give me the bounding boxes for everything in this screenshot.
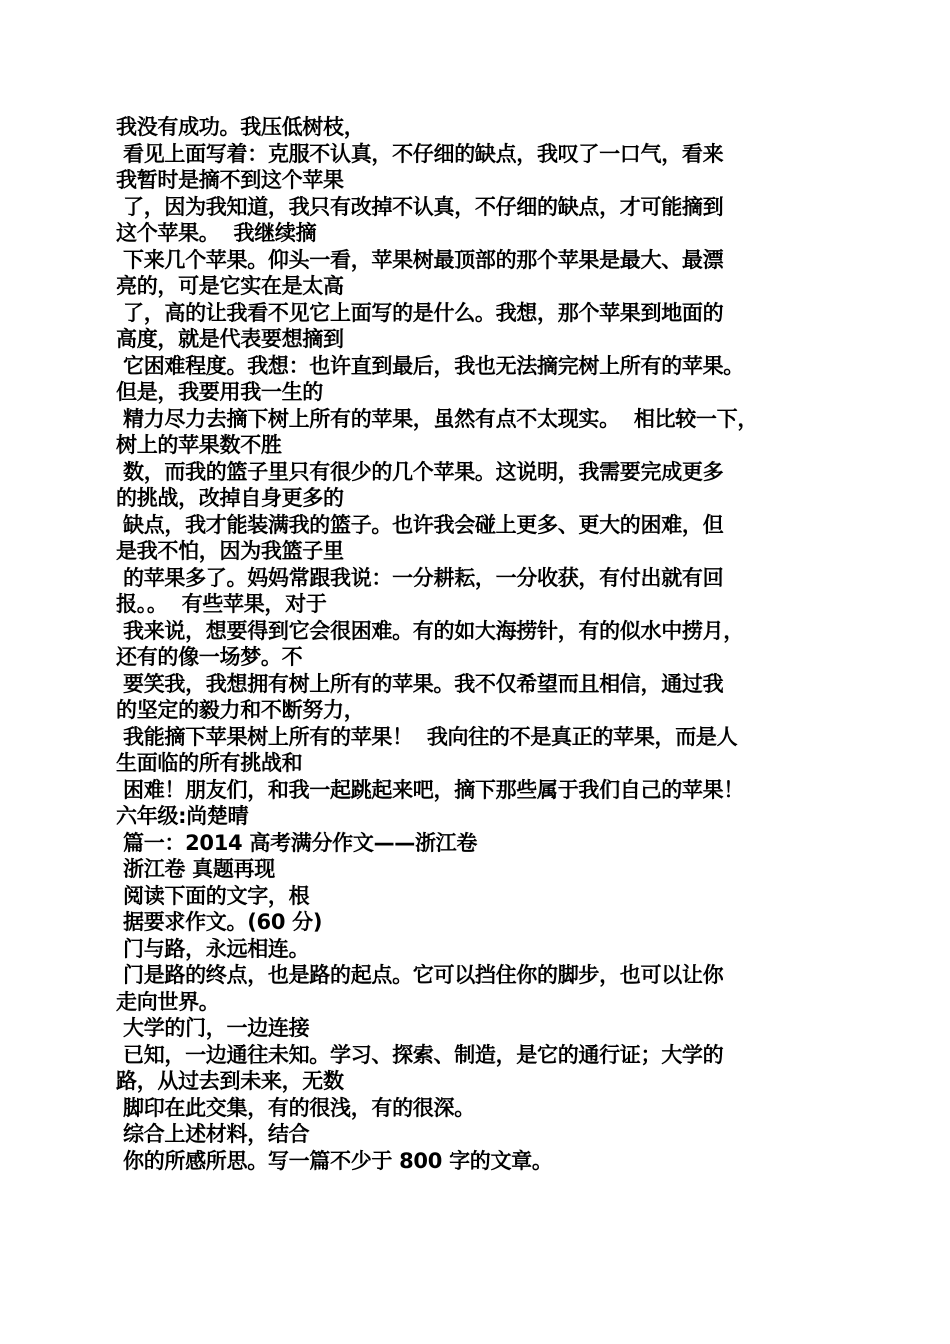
text-line: 报。。 有些苹果，对于 bbox=[116, 592, 327, 616]
text-line: 你的所感所思。写一篇不少于 800 字的文章。 bbox=[116, 1148, 553, 1173]
text-line: 走向世界。 bbox=[116, 989, 220, 1014]
text-line: 大学的门，一边连接 bbox=[116, 1016, 310, 1040]
text-line: 据要求作文。(60 分) bbox=[116, 910, 323, 934]
text-line: 路，从过去到未来，无数 bbox=[116, 1069, 344, 1093]
text-line: 我没有成功。我压低树枝， bbox=[116, 115, 365, 139]
text-line: 精力尽力去摘下树上所有的苹果，虽然有点不太现实。 相比较一下， bbox=[116, 406, 759, 431]
text-line: 亮的，可是它实在是太高 bbox=[116, 274, 344, 298]
text-line: 生面临的所有挑战和 bbox=[116, 751, 303, 775]
text-line: 综合上述材料，结合 bbox=[116, 1122, 310, 1146]
text-line: 下来几个苹果。仰头一看，苹果树最顶部的那个苹果是最大、最漂 bbox=[116, 247, 724, 272]
text-line: 是我不怕，因为我篮子里 bbox=[116, 539, 344, 563]
text-line: 但是，我要用我一生的 bbox=[116, 380, 323, 404]
text-line: 困难！朋友们，和我一起跳起来吧，摘下那些属于我们自己的苹果！ bbox=[116, 777, 745, 802]
text-line: 树上的苹果数不胜 bbox=[116, 433, 282, 457]
document-body bbox=[116, 114, 836, 1174]
text-line: 我能摘下苹果树上所有的苹果！ 我向往的不是真正的苹果，而是人 bbox=[116, 724, 738, 749]
text-line: 我暂时是摘不到这个苹果 bbox=[116, 168, 344, 192]
author-line: 六年级:尚楚晴 bbox=[116, 804, 249, 828]
text-line: 看见上面写着：克服不认真，不仔细的缺点，我叹了一口气，看来 bbox=[116, 141, 724, 166]
text-line: 门是路的终点，也是路的起点。它可以挡住你的脚步，也可以让你 bbox=[116, 963, 724, 987]
text-line: 门与路，永远相连。 bbox=[116, 936, 310, 961]
text-line: 脚印在此交集，有的很浅，有的很深。 bbox=[116, 1095, 475, 1120]
text-line: 缺点，我才能装满我的篮子。也许我会碰上更多、更大的困难，但 bbox=[116, 512, 724, 537]
text-line: 已知，一边通往未知。学习、探索、制造，是它的通行证；大学的 bbox=[116, 1042, 724, 1067]
text-line: 了，因为我知道，我只有改掉不认真，不仔细的缺点，才可能摘到 bbox=[116, 194, 724, 219]
text-line: 了，高的让我看不见它上面写的是什么。我想，那个苹果到地面的 bbox=[116, 300, 724, 325]
text-line: 它困难程度。我想：也许直到最后，我也无法摘完树上所有的苹果。 bbox=[116, 353, 745, 378]
section-title: 篇一：2014 高考满分作文——浙江卷 bbox=[116, 830, 478, 855]
text-line: 的挑战，改掉自身更多的 bbox=[116, 486, 344, 510]
text-line: 的坚定的毅力和不断努力， bbox=[116, 698, 365, 722]
text-line: 要笑我，我想拥有树上所有的苹果。我不仅希望而且相信，通过我 bbox=[116, 671, 724, 696]
text-line: 高度，就是代表要想摘到 bbox=[116, 327, 344, 351]
text-line: 数，而我的篮子里只有很少的几个苹果。这说明，我需要完成更多 bbox=[116, 459, 724, 484]
text-line: 我来说，想要得到它会很困难。有的如大海捞针，有的似水中捞月， bbox=[116, 618, 745, 643]
text-line: 的苹果多了。妈妈常跟我说：一分耕耘，一分收获，有付出就有回 bbox=[116, 565, 724, 590]
section-subtitle: 浙江卷 真题再现 bbox=[116, 857, 275, 881]
text-line: 还有的像一场梦。不 bbox=[116, 645, 303, 669]
text-line: 这个苹果。 我继续摘 bbox=[116, 221, 317, 245]
text-line: 阅读下面的文字，根 bbox=[116, 883, 310, 908]
